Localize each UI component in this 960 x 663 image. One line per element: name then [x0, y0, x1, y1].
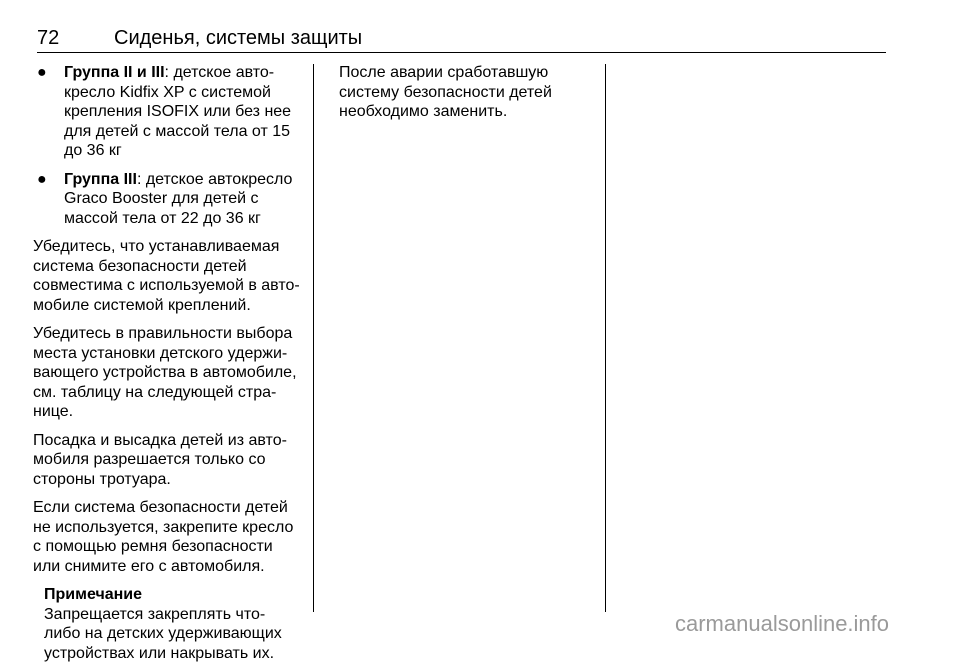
- list-item-text: : детское автокресло: [137, 171, 292, 188]
- note-block: [44, 585, 308, 663]
- page-header: [37, 26, 886, 53]
- text-line: см. таблицу на следующей стра-: [33, 384, 276, 401]
- text-line: Убедитесь в правильности выбора: [33, 325, 292, 342]
- text-column-middle: [339, 63, 601, 131]
- page-number: 72: [37, 26, 59, 50]
- text-line: места установки детского удержи-: [33, 345, 287, 362]
- text-line: мобиля разрешается только со: [33, 451, 266, 468]
- paragraph: [33, 498, 308, 576]
- paragraph: [339, 63, 601, 122]
- text-line: или снимите его с автомобиля.: [33, 558, 265, 575]
- text-line: система безопасности детей: [33, 258, 247, 275]
- text-line: систему безопасности детей: [339, 84, 552, 101]
- column-divider: [313, 64, 314, 612]
- text-line: вающего устройства в автомобиле,: [33, 364, 297, 381]
- list-item-text: до 36 кг: [64, 141, 308, 161]
- paragraph: [33, 431, 308, 490]
- text-line: не используется, закрепите кресло: [33, 519, 293, 536]
- text-line: После аварии сработавшую: [339, 64, 548, 81]
- paragraph: [33, 324, 308, 422]
- paragraph: [33, 237, 308, 315]
- list-item: [33, 170, 308, 229]
- list-item-label: Группа III: [64, 171, 137, 188]
- list-item-text: Graco Booster для детей с: [64, 189, 308, 209]
- list-item-text: массой тела от 22 до 36 кг: [64, 209, 308, 229]
- list-item-label: Группа II и III: [64, 64, 165, 81]
- watermark: carmanualsonline.info: [675, 611, 889, 637]
- list-item-text: : детское авто-: [165, 64, 275, 81]
- note-title: Примечание: [44, 585, 308, 605]
- text-line: стороны тротуара.: [33, 471, 171, 488]
- text-line: необходимо заменить.: [339, 103, 507, 120]
- bullet-icon: ●: [37, 170, 47, 190]
- note-text: Запрещается закреплять что-: [44, 605, 308, 625]
- bullet-icon: ●: [37, 63, 47, 83]
- list-item-text: крепления ISOFIX или без нее: [64, 102, 308, 122]
- text-line: Если система безопасности детей: [33, 499, 288, 516]
- text-line: мобиле системой креплений.: [33, 297, 251, 314]
- text-line: Убедитесь, что устанавливаемая: [33, 238, 279, 255]
- list-item-text: кресло Kidfix XP с системой: [64, 83, 308, 103]
- text-line: Посадка и высадка детей из авто-: [33, 432, 287, 449]
- text-column-left: [33, 63, 308, 663]
- note-text: либо на детских удерживающих: [44, 624, 308, 644]
- chapter-title: Сиденья, системы защиты: [114, 26, 362, 50]
- list-item: [33, 63, 308, 161]
- text-line: нице.: [33, 403, 73, 420]
- column-divider: [605, 64, 606, 612]
- text-line: с помощью ремня безопасности: [33, 538, 273, 555]
- note-text: устройствах или накрывать их.: [44, 644, 308, 663]
- list-item-text: для детей с массой тела от 15: [64, 122, 308, 142]
- text-line: совместима с используемой в авто-: [33, 277, 300, 294]
